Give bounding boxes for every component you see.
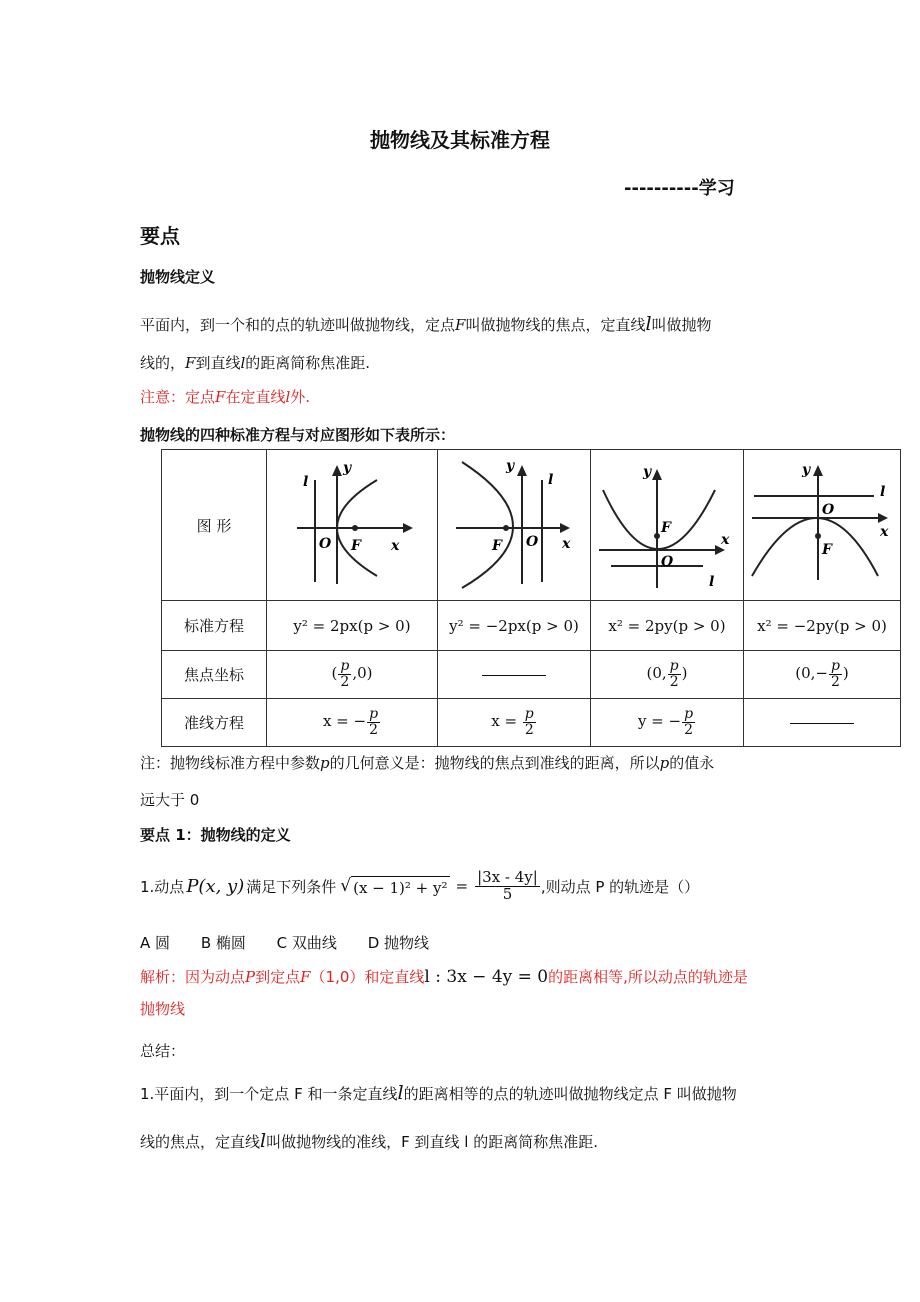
directrix-left: x = $\frac{p}{2}$	[438, 699, 591, 747]
svg-text:O: O	[526, 534, 539, 550]
answer-blank	[482, 674, 546, 676]
summary-label: 总结：	[140, 1042, 186, 1060]
parabola-down-graph	[744, 450, 900, 596]
definition-line-1: 平面内，到一个和的点的轨迹叫做抛物线，定点F叫做抛物线的焦点，定直线l叫做抛物	[140, 313, 712, 335]
svg-text:y: y	[343, 460, 352, 476]
section-heading: 要点	[140, 224, 180, 248]
answer-blank	[790, 722, 854, 724]
option-b: B 椭圆	[200, 934, 246, 952]
row-label-equation: 标准方程	[162, 601, 267, 651]
equation-up: x² = 2py(p > 0)	[591, 601, 744, 651]
note2-line-2: 远大于 0	[140, 791, 200, 809]
focus-down: (0,− $\frac{p}{2}$ )	[744, 651, 901, 699]
graph-cell-left	[438, 450, 591, 601]
graph-cell-down	[744, 450, 901, 601]
summary-line-2: 线的焦点，定直线l叫做抛物线的准线，F 到直线 l 的距离简称焦准距.	[140, 1130, 598, 1152]
focus-up: (0, $\frac{p}{2}$ )	[591, 651, 744, 699]
focus-left-blank	[438, 651, 591, 699]
parabola-table	[161, 449, 901, 747]
note2-line-1: 注：抛物线标准方程中参数p的几何意义是：抛物线的焦点到准线的距离，所以p的值永	[140, 754, 715, 772]
equation-down: x² = −2py(p > 0)	[744, 601, 901, 651]
svg-text:O: O	[661, 554, 674, 570]
graph-cell-right	[267, 450, 438, 601]
directrix-up: y = − $\frac{p}{2}$	[591, 699, 744, 747]
row-label-focus: 焦点坐标	[162, 651, 267, 699]
definition-line-2: 线的，F到直线l的距离简称焦准距.	[140, 354, 371, 372]
options-row	[140, 932, 429, 953]
svg-text:y: y	[802, 462, 811, 478]
svg-text:x: x	[391, 538, 400, 554]
analysis-line-2: 抛物线	[140, 1000, 186, 1018]
row-label-directrix: 准线方程	[162, 699, 267, 747]
page-title: 抛物线及其标准方程	[370, 128, 550, 152]
directrix-right: x = − $\frac{p}{2}$	[267, 699, 438, 747]
parabola-left-graph	[438, 450, 590, 596]
table-intro: 抛物线的四种标准方程与对应图形如下表所示：	[140, 426, 456, 444]
equation-right: y² = 2px(p > 0)	[267, 601, 438, 651]
option-c: C 双曲线	[276, 934, 337, 952]
note-red: 注意：定点F在定直线l外.	[140, 388, 311, 406]
graph-cell-up	[591, 450, 744, 601]
parabola-right-graph	[267, 450, 437, 596]
svg-text:x: x	[721, 532, 730, 548]
svg-text:l: l	[880, 484, 886, 500]
svg-text:y: y	[643, 464, 652, 480]
question-1: 1.动点 P(x, y) 满足下列条件 √ (x − 1)² + y² = $\frac{|3x - 4y|}{5}$ ,则动点 P 的轨迹是（）	[140, 867, 700, 903]
focus-right: ( $\frac{p}{2}$ ,0)	[267, 651, 438, 699]
svg-text:F: F	[822, 542, 832, 558]
question-fraction: $\frac{|3x - 4y|}{5}$	[477, 867, 538, 903]
point1-heading: 要点 1：抛物线的定义	[140, 826, 291, 844]
row-label-figure: 图 形	[162, 450, 267, 601]
directrix-down-blank	[744, 699, 901, 747]
definition-heading: 抛物线定义	[140, 268, 216, 286]
sqrt-sign: √	[340, 876, 352, 896]
svg-text:l: l	[548, 472, 554, 488]
option-a: A 圆	[140, 934, 171, 952]
author-line: ----------学习	[624, 178, 735, 199]
svg-text:l: l	[303, 474, 309, 490]
svg-text:l: l	[709, 574, 715, 590]
svg-text:y: y	[506, 458, 515, 474]
svg-text:O: O	[319, 536, 332, 552]
svg-text:F: F	[492, 538, 502, 554]
equation-left: y² = −2px(p > 0)	[438, 601, 591, 651]
summary-line-1: 1.平面内，到一个定点 F 和一条定直线l的距离相等的点的轨迹叫做抛物线定点 F 叫做抛物	[140, 1082, 737, 1104]
svg-text:x: x	[880, 524, 889, 540]
parabola-up-graph	[591, 450, 743, 596]
svg-text:O: O	[822, 502, 835, 518]
option-d: D 抛物线	[367, 934, 430, 952]
svg-text:F: F	[661, 520, 671, 536]
svg-text:x: x	[562, 536, 571, 552]
svg-text:F: F	[351, 538, 361, 554]
analysis-line-1: 解析：因为动点P到定点F（1,0）和定直线l : 3x − 4y = 0的距离相等,所以动点的轨迹是	[140, 967, 748, 987]
